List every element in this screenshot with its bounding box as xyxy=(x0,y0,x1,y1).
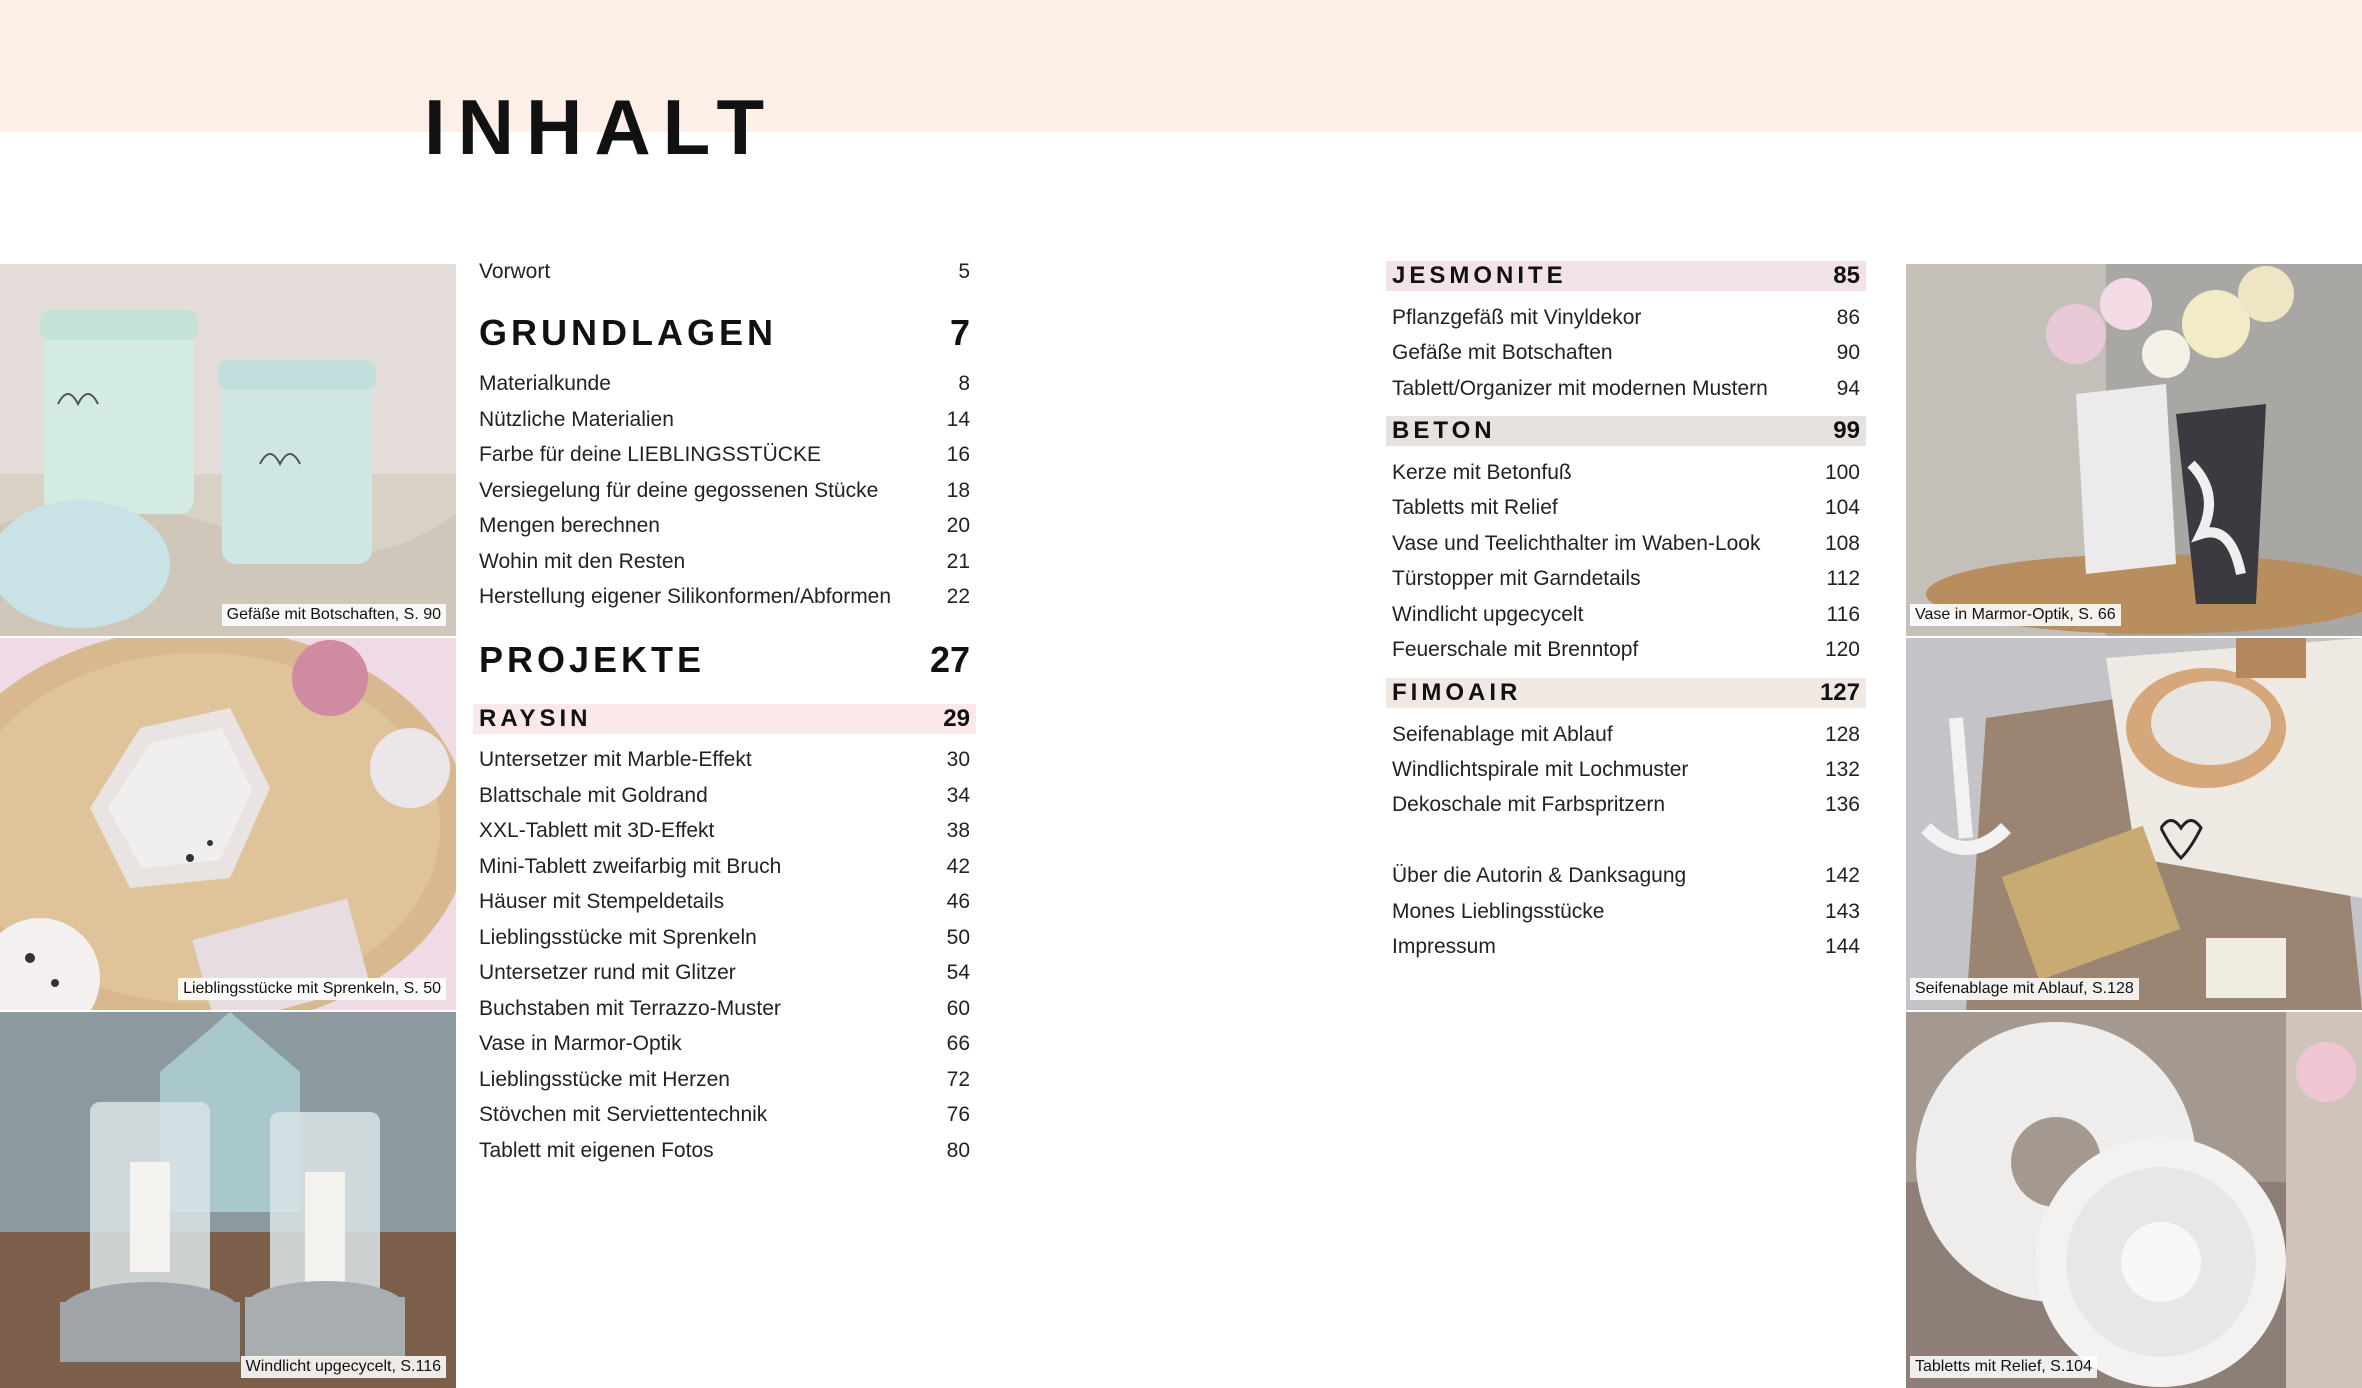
toc-page: 80 xyxy=(946,1139,970,1162)
toc-page: 86 xyxy=(1836,306,1860,329)
toc-page: 60 xyxy=(946,997,970,1020)
subsection-heading-beton[interactable] xyxy=(1386,416,1866,446)
caption-seife: Seifenablage mit Ablauf, S.128 xyxy=(1910,978,2139,1000)
toc-label: Versiegelung für deine gegossenen Stücke xyxy=(479,479,879,502)
toc-entry[interactable] xyxy=(479,819,970,843)
toc-entry[interactable] xyxy=(479,926,970,950)
toc-page: 14 xyxy=(946,408,970,431)
toc-entry[interactable] xyxy=(1392,532,1860,556)
toc-page: 18 xyxy=(946,479,970,502)
toc-page: 46 xyxy=(946,890,970,913)
photo-windlicht xyxy=(0,1012,456,1388)
toc-page: 112 xyxy=(1826,567,1860,590)
toc-label: Mini-Tablett zweifarbig mit Bruch xyxy=(479,855,782,878)
toc-page: 142 xyxy=(1824,864,1860,887)
toc-label: Windlicht upgecycelt xyxy=(1392,603,1584,626)
toc-entry[interactable] xyxy=(1392,758,1860,782)
toc-page: 120 xyxy=(1824,638,1860,661)
toc-entry[interactable] xyxy=(479,1068,970,1092)
toc-page: 42 xyxy=(946,855,970,878)
toc-page: 128 xyxy=(1824,723,1860,746)
section-label: GRUNDLAGEN xyxy=(479,312,777,353)
toc-page: 8 xyxy=(958,372,970,395)
toc-page: 72 xyxy=(946,1068,970,1091)
toc-label: Tablett/Organizer mit modernen Mustern xyxy=(1392,377,1768,400)
toc-label: Untersetzer mit Marble-Effekt xyxy=(479,748,752,771)
toc-label: Vorwort xyxy=(479,260,551,283)
photo-seife xyxy=(1906,638,2362,1010)
caption-tabletts: Tabletts mit Relief, S.104 xyxy=(1910,1356,2097,1378)
toc-page: 100 xyxy=(1824,461,1860,484)
toc-label: Stövchen mit Serviettentechnik xyxy=(479,1103,768,1126)
toc-entry-vorwort[interactable] xyxy=(479,260,970,284)
toc-page: 143 xyxy=(1824,900,1860,923)
toc-entry[interactable] xyxy=(1392,935,1860,959)
toc-label: Türstopper mit Garndetails xyxy=(1392,567,1641,590)
caption-vase: Vase in Marmor-Optik, S. 66 xyxy=(1910,604,2121,626)
toc-page: 94 xyxy=(1836,377,1860,400)
subsection-label: JESMONITE xyxy=(1392,262,1567,289)
toc-label: Kerze mit Betonfuß xyxy=(1392,461,1572,484)
photo-sprenkeln xyxy=(0,638,456,1010)
toc-label: Wohin mit den Resten xyxy=(479,550,686,573)
toc-page: 132 xyxy=(1824,758,1860,781)
subsection-page: 29 xyxy=(943,705,970,732)
toc-page: 50 xyxy=(946,926,970,949)
toc-label: Häuser mit Stempeldetails xyxy=(479,890,725,913)
toc-label: Windlichtspirale mit Lochmuster xyxy=(1392,758,1689,781)
toc-label: Seifenablage mit Ablauf xyxy=(1392,723,1613,746)
toc-entry[interactable] xyxy=(479,1032,970,1056)
toc-label: Buchstaben mit Terrazzo-Muster xyxy=(479,997,781,1020)
subsection-page: 85 xyxy=(1833,262,1860,289)
subsection-heading-fimoair[interactable] xyxy=(1386,678,1866,708)
toc-entry[interactable] xyxy=(479,479,970,503)
toc-entry[interactable] xyxy=(479,372,970,396)
toc-page: 22 xyxy=(946,585,970,608)
section-heading-projekte[interactable] xyxy=(479,639,970,681)
toc-entry[interactable] xyxy=(1392,567,1860,591)
toc-entry[interactable] xyxy=(1392,341,1860,365)
toc-entry[interactable] xyxy=(479,1103,970,1127)
toc-page: 34 xyxy=(946,784,970,807)
toc-label: Impressum xyxy=(1392,935,1496,958)
section-heading-grundlagen[interactable] xyxy=(479,312,970,354)
toc-entry[interactable] xyxy=(479,997,970,1021)
toc-left-column xyxy=(479,0,970,1388)
toc-page: 20 xyxy=(946,514,970,537)
toc-label: Mengen berechnen xyxy=(479,514,660,537)
toc-page: 30 xyxy=(946,748,970,771)
toc-label: Mones Lieblingsstücke xyxy=(1392,900,1605,923)
caption-sprenkeln: Lieblingsstücke mit Sprenkeln, S. 50 xyxy=(178,978,446,1000)
toc-page: 136 xyxy=(1824,793,1860,816)
photo-tabletts xyxy=(1906,1012,2362,1388)
toc-page: 16 xyxy=(946,443,970,466)
toc-label: Blattschale mit Goldrand xyxy=(479,784,708,807)
toc-label: Farbe für deine LIEBLINGSSTÜCKE xyxy=(479,443,821,466)
toc-page: 5 xyxy=(958,260,970,283)
toc-entry[interactable] xyxy=(1392,723,1860,747)
subsection-page: 99 xyxy=(1833,417,1860,444)
section-page: 27 xyxy=(929,639,970,680)
toc-entry[interactable] xyxy=(1392,377,1860,401)
toc-label: Tabletts mit Relief xyxy=(1392,496,1558,519)
toc-entry[interactable] xyxy=(479,408,970,432)
toc-entry[interactable] xyxy=(479,443,970,467)
toc-entry[interactable] xyxy=(1392,603,1860,627)
toc-label: Vase in Marmor-Optik xyxy=(479,1032,682,1055)
toc-label: Gefäße mit Botschaften xyxy=(1392,341,1613,364)
subsection-label: FIMOAIR xyxy=(1392,679,1522,706)
section-label: PROJEKTE xyxy=(479,639,706,680)
caption-gefaesse: Gefäße mit Botschaften, S. 90 xyxy=(222,604,446,626)
toc-entry[interactable] xyxy=(1392,461,1860,485)
toc-label: Feuerschale mit Brenntopf xyxy=(1392,638,1639,661)
toc-entry[interactable] xyxy=(479,585,970,609)
subsection-page: 127 xyxy=(1819,679,1860,706)
toc-page: 116 xyxy=(1826,603,1860,626)
toc-page: 21 xyxy=(946,550,970,573)
toc-page: 144 xyxy=(1824,935,1860,958)
toc-label: Dekoschale mit Farbspritzern xyxy=(1392,793,1666,816)
toc-page: 54 xyxy=(946,961,970,984)
toc-label: Lieblingsstücke mit Herzen xyxy=(479,1068,730,1091)
toc-entry[interactable] xyxy=(479,961,970,985)
toc-page: 76 xyxy=(946,1103,970,1126)
toc-label: Über die Autorin & Danksagung xyxy=(1392,864,1687,887)
toc-page: 66 xyxy=(946,1032,970,1055)
toc-right-column xyxy=(1392,0,1860,1388)
toc-entry[interactable] xyxy=(479,514,970,538)
toc-label: XXL-Tablett mit 3D-Effekt xyxy=(479,819,715,842)
toc-entry[interactable] xyxy=(1392,864,1860,888)
toc-label: Vase und Teelichthalter im Waben-Look xyxy=(1392,532,1761,555)
toc-entry[interactable] xyxy=(479,748,970,772)
subsection-label: BETON xyxy=(1392,417,1496,444)
subsection-label: RAYSIN xyxy=(479,705,592,732)
toc-page: 90 xyxy=(1836,341,1860,364)
toc-page: 38 xyxy=(946,819,970,842)
toc-label: Herstellung eigener Silikonformen/Abformen xyxy=(479,585,892,608)
toc-label: Tablett mit eigenen Fotos xyxy=(479,1139,714,1162)
header-band xyxy=(0,0,2362,132)
toc-label: Lieblingsstücke mit Sprenkeln xyxy=(479,926,757,949)
toc-label: Nützliche Materialien xyxy=(479,408,674,431)
photo-gefaesse xyxy=(0,264,456,636)
toc-page: 108 xyxy=(1824,532,1860,555)
toc-entry[interactable] xyxy=(1392,900,1860,924)
toc-label: Materialkunde xyxy=(479,372,611,395)
toc-page: 104 xyxy=(1824,496,1860,519)
toc-entry[interactable] xyxy=(1392,306,1860,330)
caption-windlicht: Windlicht upgecycelt, S.116 xyxy=(241,1356,446,1378)
page-title: INHALT xyxy=(424,83,777,171)
toc-entry[interactable] xyxy=(479,855,970,879)
toc-label: Untersetzer rund mit Glitzer xyxy=(479,961,736,984)
section-page: 7 xyxy=(949,312,970,353)
toc-label: Pflanzgefäß mit Vinyldekor xyxy=(1392,306,1642,329)
toc-entry[interactable] xyxy=(479,1139,970,1163)
photo-vase xyxy=(1906,264,2362,636)
toc-entry[interactable] xyxy=(479,890,970,914)
toc-entry[interactable] xyxy=(479,550,970,574)
subsection-heading-raysin[interactable] xyxy=(473,704,976,734)
toc-entry[interactable] xyxy=(1392,638,1860,662)
toc-entry[interactable] xyxy=(1392,496,1860,520)
subsection-heading-jesmonite[interactable] xyxy=(1386,261,1866,291)
toc-entry[interactable] xyxy=(1392,793,1860,817)
toc-entry[interactable] xyxy=(479,784,970,808)
